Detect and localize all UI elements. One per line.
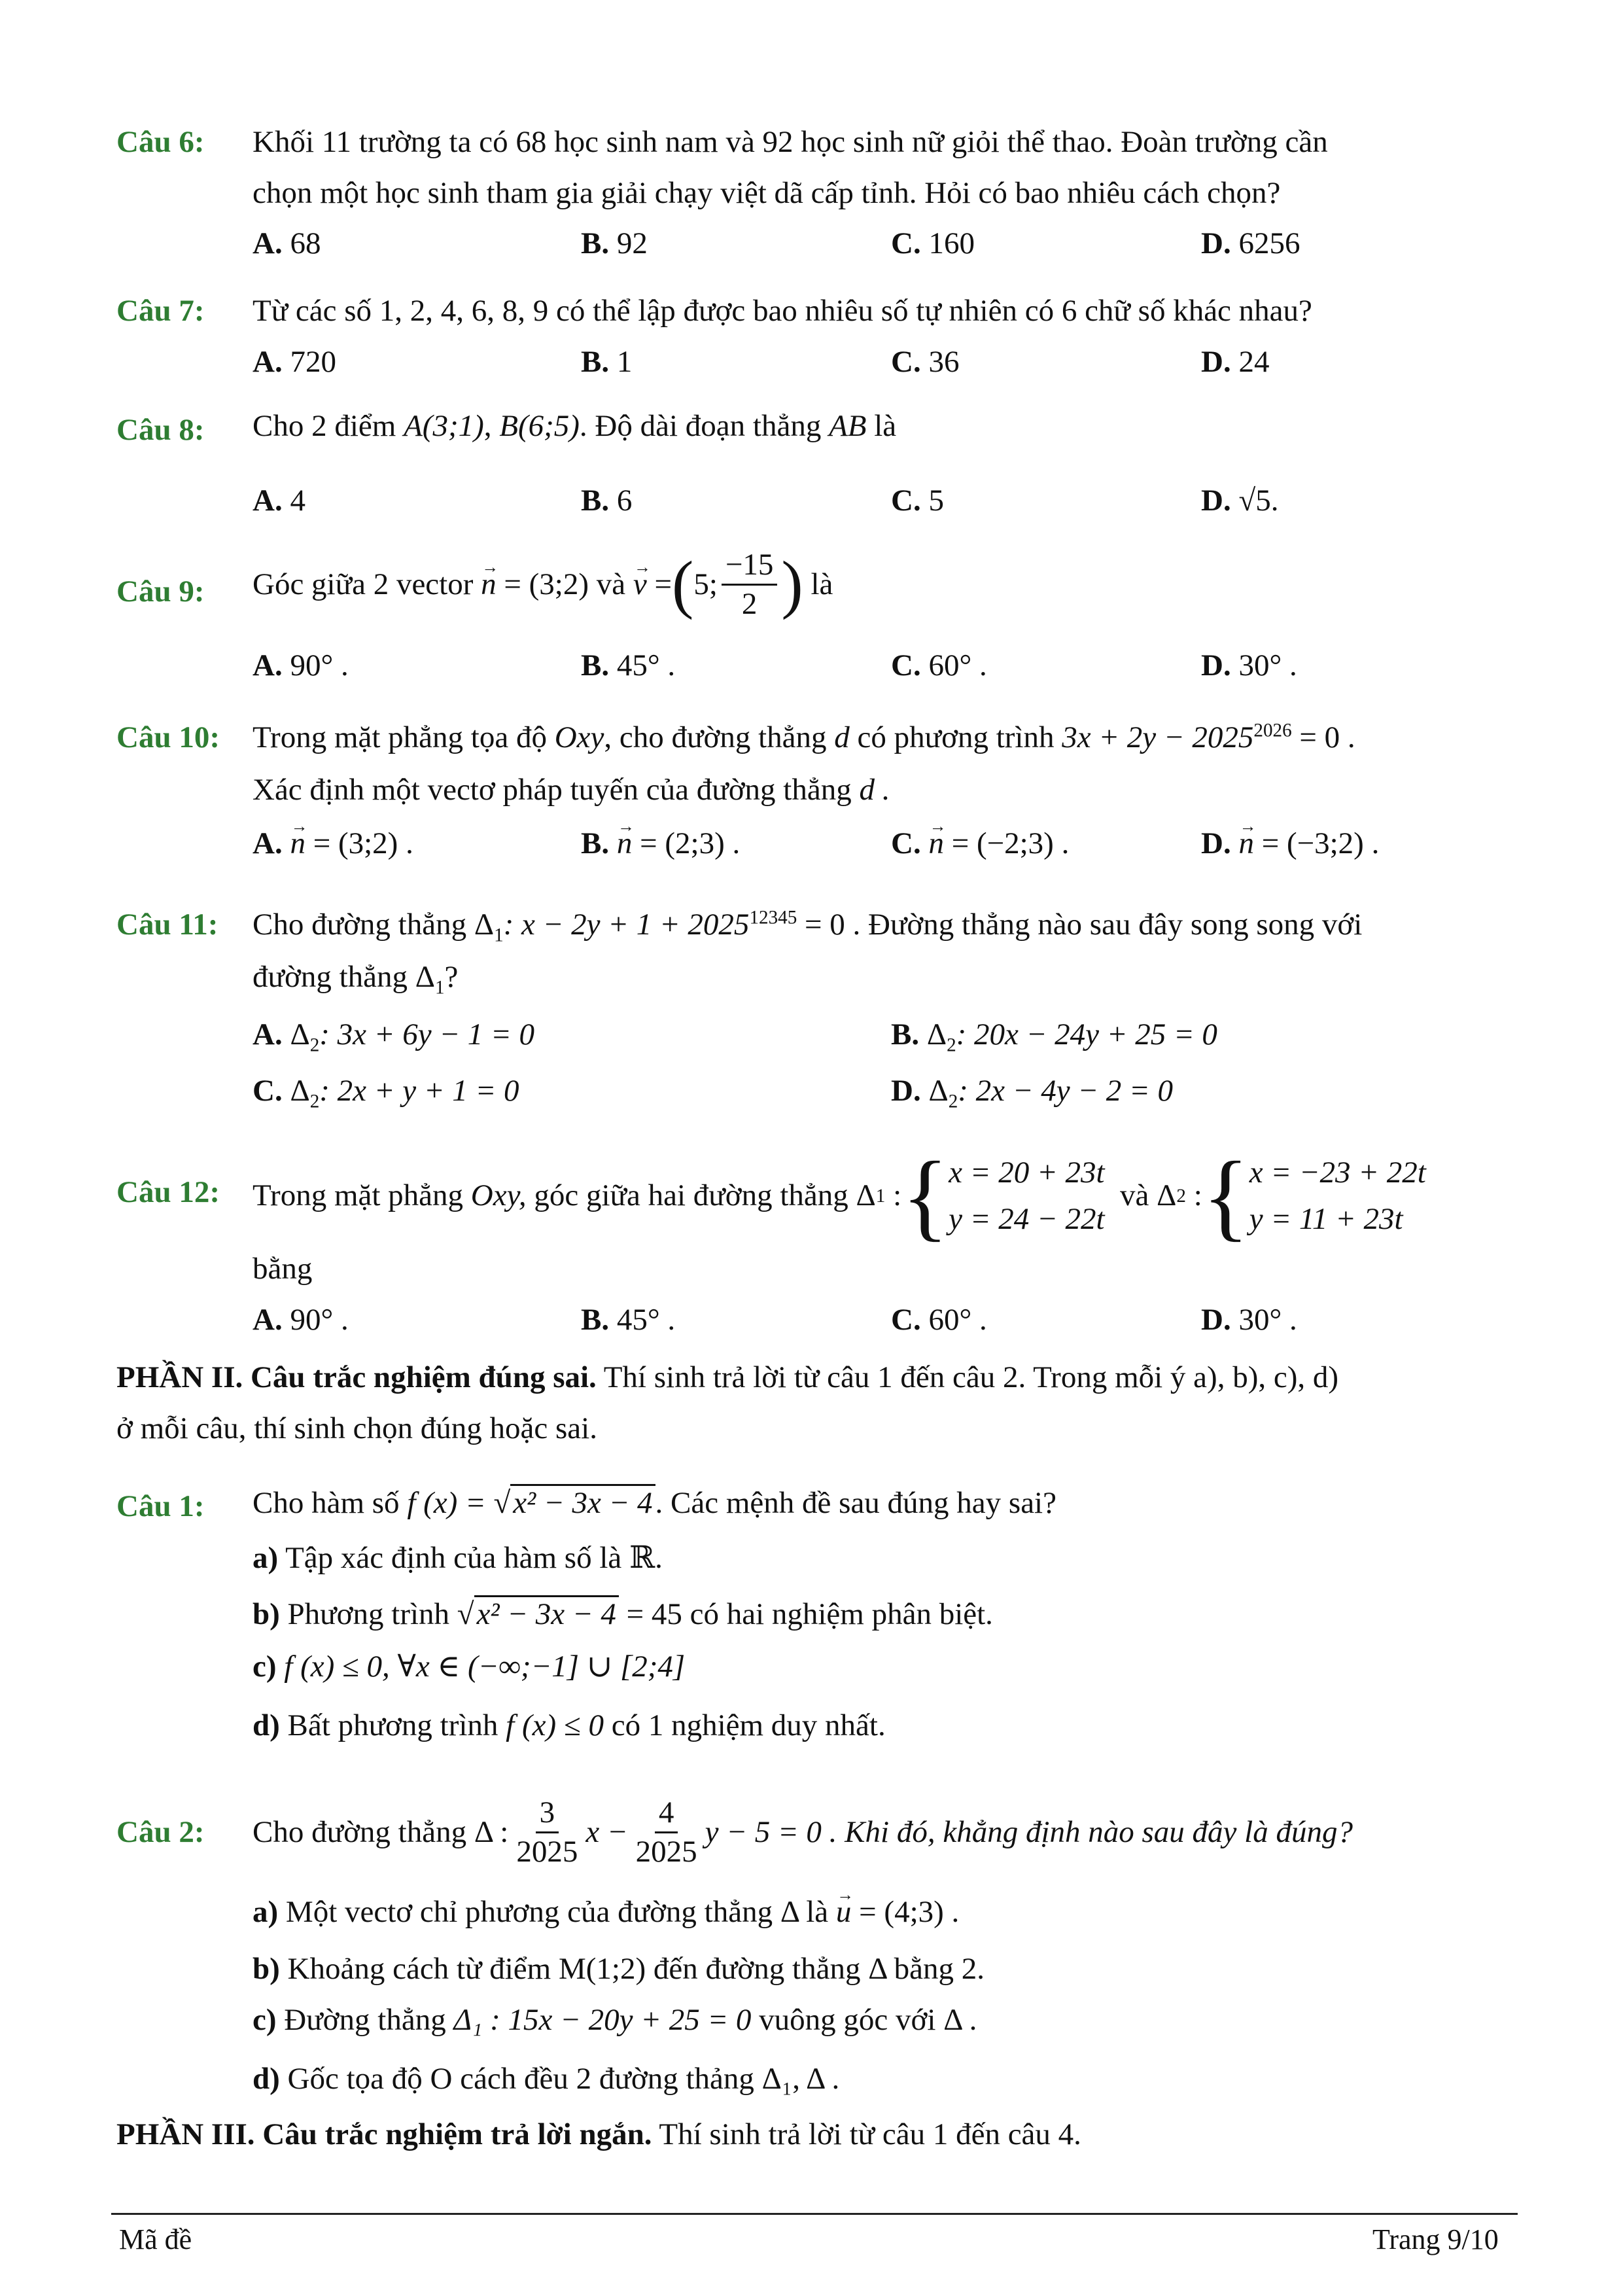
question-12-text-line2: bằng xyxy=(253,1252,313,1286)
statement-text: Bất phương trình xyxy=(287,1708,498,1742)
q11-option-b[interactable] xyxy=(891,1017,1217,1056)
part2-question-2-label: Câu 2: xyxy=(116,1815,205,1849)
q11-line2-end: ? xyxy=(444,960,459,994)
option-text: : 2x + y + 1 = 0 xyxy=(319,1074,519,1108)
q9-and: và xyxy=(596,567,626,601)
p2q1-statement-c[interactable] xyxy=(253,1649,685,1684)
sqrt-symbol: √x² − 3x − 4 xyxy=(457,1597,619,1632)
q12-option-a[interactable] xyxy=(253,1302,349,1337)
option-text: = (2;3) . xyxy=(640,826,741,860)
statement-key: a) xyxy=(253,1541,279,1575)
left-paren: ( xyxy=(672,548,694,620)
option-key: A. xyxy=(253,484,283,518)
q7-option-b[interactable] xyxy=(581,344,632,380)
p2q1-statement-b[interactable] xyxy=(253,1597,993,1632)
fraction-numerator: 3 xyxy=(536,1794,559,1833)
q12-oxy: Oxy, xyxy=(470,1178,527,1213)
option-key: D. xyxy=(891,1074,921,1108)
q8-post: . Độ dài đoạn thẳng xyxy=(579,409,822,443)
q9-vector-n: → n xyxy=(481,567,497,602)
delta-symbol: Δ xyxy=(928,1074,949,1108)
q7-option-c[interactable] xyxy=(891,344,959,380)
q8-option-d[interactable] xyxy=(1201,483,1279,518)
q10-option-c[interactable] xyxy=(891,826,1069,861)
option-key: A. xyxy=(253,345,283,379)
option-text: 1 xyxy=(616,345,633,379)
statement-key: b) xyxy=(253,1952,280,1986)
option-text: 720 xyxy=(290,345,336,379)
option-key: B. xyxy=(581,345,610,379)
q11-line2: đường thẳng xyxy=(253,960,408,994)
q11-option-d[interactable] xyxy=(891,1073,1174,1112)
system-line: y = 24 − 22t xyxy=(949,1201,1105,1236)
q11-delta1: Δ xyxy=(474,908,495,942)
q8-end: là xyxy=(874,409,897,443)
statement-text: Gốc tọa độ O cách đều 2 đường thảng Δ₁, Δ . xyxy=(287,2062,840,2096)
option-text: : 3x + 6y − 1 = 0 xyxy=(319,1017,535,1051)
q8-option-b[interactable] xyxy=(581,483,632,518)
option-text: 160 xyxy=(928,226,975,260)
question-11-text-line2 xyxy=(253,959,459,998)
q9-pre: Góc giữa 2 vector xyxy=(253,567,474,601)
question-7-text: Từ các số 1, 2, 4, 6, 8, 9 có thể lập được bao nhiêu số tự nhiên có 6 chữ số khác nhau? xyxy=(253,294,1312,328)
option-key: C. xyxy=(891,345,921,379)
q11-pre: Cho đường thẳng xyxy=(253,908,467,942)
option-key: C. xyxy=(891,1303,921,1337)
option-key: C. xyxy=(891,226,921,260)
radicand: x² − 3x − 4 xyxy=(474,1595,619,1631)
q8-option-a[interactable] xyxy=(253,483,305,518)
question-10-text-line2 xyxy=(253,772,890,807)
q6-option-c[interactable] xyxy=(891,226,975,261)
fraction-denominator: 2 xyxy=(741,586,758,621)
p2q1-statement-a[interactable] xyxy=(253,1540,663,1576)
system-line: x = −23 + 22t xyxy=(1249,1156,1426,1190)
question-6-label: Câu 6: xyxy=(116,125,205,159)
q10-eq-end: = 0 . xyxy=(1299,720,1355,754)
option-key: B. xyxy=(581,826,610,860)
statement-text: Tập xác định của hàm số là ℝ. xyxy=(285,1541,663,1575)
question-10-label: Câu 10: xyxy=(116,720,220,754)
q7-option-d[interactable] xyxy=(1201,344,1269,380)
option-key: B. xyxy=(581,484,610,518)
fraction-numerator: 4 xyxy=(655,1794,678,1833)
q12-option-c[interactable] xyxy=(891,1302,987,1337)
q9-option-c[interactable] xyxy=(891,648,987,683)
part3-heading-bold: PHẦN III. Câu trắc nghiệm trả lời ngắn. xyxy=(116,2117,652,2151)
part2-question-1-label: Câu 1: xyxy=(116,1489,205,1523)
q10-oxy: Oxy xyxy=(554,720,604,754)
statement-text: = 45 có hai nghiệm phân biệt. xyxy=(626,1597,993,1631)
q12-delta: Δ xyxy=(856,1178,876,1213)
q11-delta1: Δ xyxy=(415,960,435,994)
option-key: A. xyxy=(253,226,283,260)
q8-pre: Cho 2 điểm xyxy=(253,409,396,443)
part2-heading-line2: ở mỗi câu, thí sinh chọn đúng hoặc sai. xyxy=(116,1411,597,1445)
p2q1-fx: f (x) = xyxy=(407,1486,486,1520)
q10-line2: Xác định một vectơ pháp tuyến của đường thẳng xyxy=(253,773,852,807)
option-text: 6256 xyxy=(1238,226,1300,260)
q9-v-first: 5; xyxy=(693,567,718,601)
question-8-label: Câu 8: xyxy=(116,413,205,447)
q10-mid: , cho đường thẳng xyxy=(604,720,827,754)
q10-line2-d: d . xyxy=(859,773,890,807)
statement-math: Δ₁ : 15x − 20y + 25 = 0 xyxy=(453,2003,752,2037)
q9-option-d[interactable] xyxy=(1201,648,1297,683)
option-text: 92 xyxy=(616,226,648,260)
p2q2-fraction-2 xyxy=(632,1794,701,1870)
q6-option-b[interactable] xyxy=(581,226,648,261)
q10-exponent: 2026 xyxy=(1253,720,1292,741)
q12-system-2 xyxy=(1249,1150,1426,1242)
option-text: = (−3;2) . xyxy=(1261,826,1380,860)
option-text: 5 xyxy=(928,484,944,518)
question-10-text-line1 xyxy=(253,720,1355,755)
p2q2-statement-b[interactable] xyxy=(253,1951,985,1987)
option-key: B. xyxy=(891,1017,920,1051)
left-brace: { xyxy=(1202,1141,1249,1250)
part2-question-1-text xyxy=(253,1485,1056,1521)
option-key: D. xyxy=(1201,826,1231,860)
q9-option-b[interactable] xyxy=(581,648,675,683)
vector-n: → n xyxy=(290,826,305,861)
option-key: A. xyxy=(253,826,283,860)
option-text: 90° . xyxy=(290,1303,349,1337)
q9-n-value: = (3;2) xyxy=(504,567,589,601)
option-text: 90° . xyxy=(290,648,349,682)
question-9-label: Câu 9: xyxy=(116,574,205,609)
option-key: A. xyxy=(253,648,283,682)
q11-option-a[interactable] xyxy=(253,1017,535,1056)
q10-option-d[interactable] xyxy=(1201,826,1379,861)
statement-text: Đường thẳng xyxy=(284,2003,446,2037)
option-text: 45° . xyxy=(616,648,676,682)
statement-key: c) xyxy=(253,1650,277,1684)
statement-key: d) xyxy=(253,1708,280,1742)
q12-and: và xyxy=(1120,1178,1149,1213)
q10-mid2: có phương trình xyxy=(857,720,1055,754)
vector-n: → n xyxy=(617,826,633,861)
option-key: D. xyxy=(1201,648,1231,682)
q12-colon: : xyxy=(893,1178,902,1213)
p2q2-statement-d[interactable] xyxy=(253,2061,839,2096)
option-text: : 20x − 24y + 25 = 0 xyxy=(956,1017,1217,1051)
option-key: C. xyxy=(891,826,921,860)
option-text: 68 xyxy=(290,226,321,260)
vector-n: → n xyxy=(1238,826,1254,861)
q9-v-fraction xyxy=(722,546,778,622)
statement-key: c) xyxy=(253,2003,277,2037)
q12-mid: góc giữa hai đường thẳng xyxy=(534,1178,848,1213)
q12-delta: Δ xyxy=(1157,1178,1177,1213)
option-key: C. xyxy=(891,648,921,682)
footer-exam-code: Mã đề xyxy=(119,2223,192,2255)
option-text: 60° . xyxy=(928,1303,987,1337)
vector-u: → u xyxy=(836,1894,852,1930)
q10-option-a[interactable] xyxy=(253,826,413,861)
option-text: : 2x − 4y − 2 = 0 xyxy=(958,1074,1174,1108)
statement-key: a) xyxy=(253,1895,279,1929)
delta-sub: 2 xyxy=(309,1034,320,1056)
option-text: 36 xyxy=(928,345,960,379)
p2q2-delta: Δ : xyxy=(474,1814,509,1849)
q9-vector-v: → v xyxy=(633,567,647,602)
delta-symbol: Δ xyxy=(290,1017,310,1051)
q10-d: d xyxy=(834,720,850,754)
p2q2-x: x − xyxy=(585,1814,628,1849)
question-6-text-line2: chọn một học sinh tham gia giải chạy việt dã cấp tỉnh. Hỏi có bao nhiêu cách chọn? xyxy=(253,176,1281,210)
delta-sub: 2 xyxy=(309,1091,320,1112)
q11-delta1-sub: 1 xyxy=(494,925,504,946)
sqrt-symbol: √x² − 3x − 4 xyxy=(494,1485,655,1521)
q9-option-a[interactable] xyxy=(253,648,349,683)
footer-divider xyxy=(111,2213,1518,2215)
option-key: D. xyxy=(1201,345,1231,379)
question-11-text-line1 xyxy=(253,907,1363,946)
part2-question-2-text xyxy=(253,1786,1353,1878)
statement-text: Phương trình xyxy=(287,1597,450,1631)
q11-exponent: 12345 xyxy=(749,907,797,928)
option-key: B. xyxy=(581,1303,610,1337)
option-key: A. xyxy=(253,1017,283,1051)
left-brace: { xyxy=(901,1141,949,1250)
question-12-text-line1: Trong mặt phẳng Oxy, góc giữa hai đường thẳng Δ 1 : { x = 20 + 23t y = 24 − 22t và Δ 2 : { x = −23 + 22t y = 11 + 23t xyxy=(253,1141,1426,1250)
question-8-text: Cho 2 điểm A(3;1), B(6;5). Độ dài đoạn thẳng AB là xyxy=(253,409,897,443)
q8-point-a: A(3;1) xyxy=(404,409,484,443)
option-text: = (−2;3) . xyxy=(951,826,1070,860)
radicand: x² − 3x − 4 xyxy=(510,1484,655,1520)
question-7-label: Câu 7: xyxy=(116,294,205,328)
statement-key: b) xyxy=(253,1597,280,1631)
option-key: B. xyxy=(581,226,610,260)
q10-pre: Trong mặt phẳng tọa độ xyxy=(253,720,547,754)
q9-v-eq: = xyxy=(654,567,672,601)
q8-point-b: B(6;5) xyxy=(499,409,580,443)
question-11-label: Câu 11: xyxy=(116,908,218,942)
option-key: B. xyxy=(581,648,610,682)
p2q2-statement-c[interactable] xyxy=(253,2002,977,2038)
option-key: C. xyxy=(253,1074,283,1108)
option-key: D. xyxy=(1201,484,1231,518)
footer-page-number: Trang 9/10 xyxy=(1372,2223,1499,2255)
fraction-numerator: −15 xyxy=(722,546,778,585)
question-12-label: Câu 12: xyxy=(116,1175,220,1209)
option-text: 4 xyxy=(290,484,305,518)
q9-end: là xyxy=(811,567,833,601)
q6-option-a[interactable] xyxy=(253,226,321,261)
q8-option-c[interactable] xyxy=(891,483,944,518)
p2q2-pre: Cho đường thẳng xyxy=(253,1814,467,1849)
p2q2-fraction-1 xyxy=(512,1794,582,1870)
q6-option-d[interactable] xyxy=(1201,226,1300,261)
p2q1-statement-d[interactable] xyxy=(253,1708,886,1743)
question-9-text xyxy=(253,548,833,620)
part2-heading-bold: PHẦN II. Câu trắc nghiệm đúng sai. xyxy=(116,1360,597,1394)
vector-n: → n xyxy=(928,826,944,861)
statement-text: vuông góc với Δ . xyxy=(759,2003,977,2037)
option-text: 30° . xyxy=(1238,648,1297,682)
part3-heading-rest: Thí sinh trả lời từ câu 1 đến câu 4. xyxy=(652,2117,1081,2151)
fraction-denominator: 2025 xyxy=(635,1834,697,1869)
question-6-text-line1: Khối 11 trường ta có 68 học sinh nam và 92 học sinh nữ giỏi thể thao. Đoàn trường cần xyxy=(253,125,1328,159)
q11-delta1-sub: 1 xyxy=(434,977,445,998)
q7-option-a[interactable] xyxy=(253,344,336,380)
option-text: = (3;2) . xyxy=(313,826,413,860)
q12-option-b[interactable] xyxy=(581,1302,675,1337)
statement-text: có 1 nghiệm duy nhất. xyxy=(611,1708,886,1742)
right-paren: ) xyxy=(781,548,803,620)
q11-option-c[interactable] xyxy=(253,1073,519,1112)
q11-eq-end: = 0 . Đường thẳng nào sau đây song song với xyxy=(805,908,1363,942)
part2-heading xyxy=(116,1360,1338,1395)
part2-heading-rest: Thí sinh trả lời từ câu 1 đến câu 2. Trong mỗi ý a), b), c), d) xyxy=(596,1360,1339,1394)
fraction-denominator: 2025 xyxy=(516,1834,578,1869)
option-text: 24 xyxy=(1238,345,1270,379)
q12-colon: : xyxy=(1193,1178,1202,1213)
option-text: 6 xyxy=(616,484,633,518)
q8-segment: AB xyxy=(829,409,867,443)
option-text: 30° . xyxy=(1238,1303,1297,1337)
delta-sub: 2 xyxy=(948,1091,958,1112)
delta-symbol: Δ xyxy=(926,1017,947,1051)
option-key: D. xyxy=(1201,1303,1231,1337)
delta-symbol: Δ xyxy=(290,1074,310,1108)
part3-heading xyxy=(116,2117,1081,2152)
q10-option-b[interactable] xyxy=(581,826,740,861)
delta-sub: 2 xyxy=(947,1034,956,1056)
statement-math: f (x) ≤ 0 xyxy=(506,1708,604,1742)
option-key: D. xyxy=(1201,226,1231,260)
p2q1-post: . Các mệnh đề sau đúng hay sai? xyxy=(655,1486,1056,1520)
option-text: 60° . xyxy=(928,648,987,682)
system-line: x = 20 + 23t xyxy=(949,1156,1105,1190)
statement-text: Một vectơ chỉ phương của đường thẳng Δ là xyxy=(285,1895,829,1929)
p2q1-pre: Cho hàm số xyxy=(253,1486,400,1520)
q10-equation: 3x + 2y − 2025 xyxy=(1062,720,1254,754)
system-line: y = 11 + 23t xyxy=(1249,1201,1403,1236)
p2q2-post: y − 5 = 0 . Khi đó, khẳng định nào sau đây là đúng? xyxy=(705,1814,1353,1849)
option-key: A. xyxy=(253,1303,283,1337)
statement-key: d) xyxy=(253,2062,280,2096)
statement-text: = (4;3) . xyxy=(859,1895,960,1929)
q12-option-d[interactable] xyxy=(1201,1302,1297,1337)
statement-text: Khoảng cách từ điểm M(1;2) đến đường thẳng Δ bằng 2. xyxy=(287,1952,985,1986)
option-text: 45° . xyxy=(616,1303,676,1337)
statement-text: f (x) ≤ 0, ∀x ∈ (−∞;−1] ∪ [2;4] xyxy=(284,1650,686,1684)
q11-equation: : x − 2y + 1 + 2025 xyxy=(503,908,750,942)
option-key: C. xyxy=(891,484,921,518)
p2q2-statement-a[interactable] xyxy=(253,1894,959,1930)
q12-pre: Trong mặt phẳng xyxy=(253,1178,464,1213)
q12-system-1 xyxy=(949,1150,1104,1242)
option-text: √5. xyxy=(1238,484,1279,518)
